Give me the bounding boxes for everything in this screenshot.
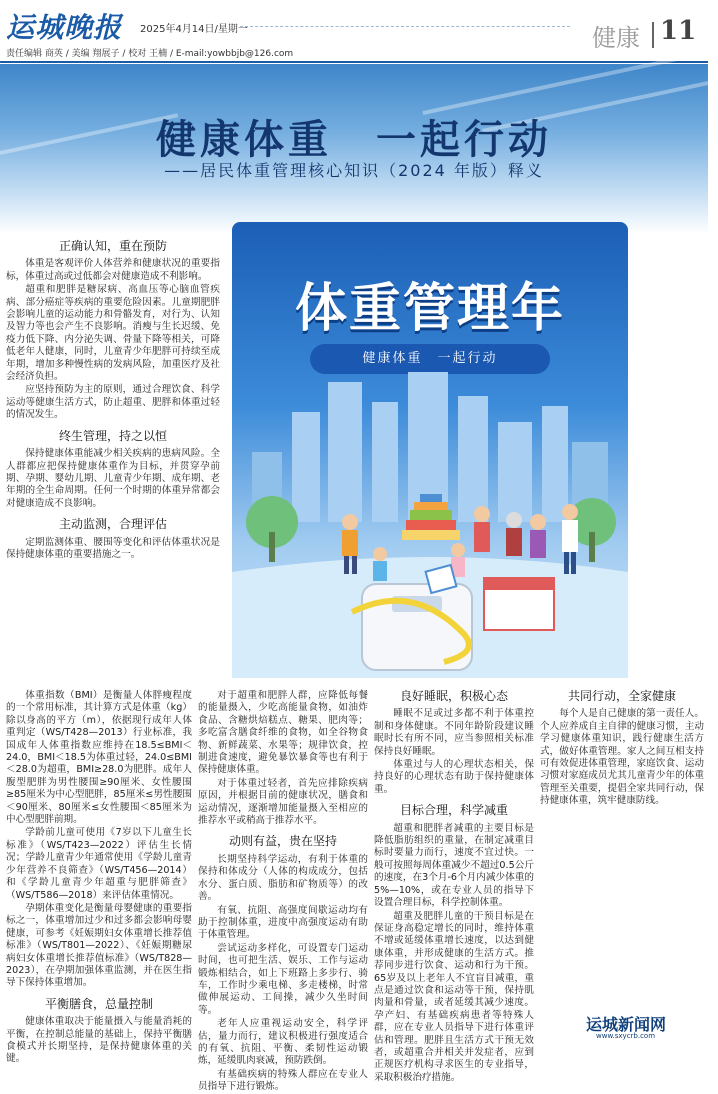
section-heading: 平衡膳食，总量控制 (44, 996, 153, 1011)
section-heading: 正确认知，重在预防 (58, 239, 167, 253)
paragraph: 孕期体重变化是衡量母婴健康的重要指标之一，体重增加过少和过多都会影响母婴健康，可参考《妊娠期妇女体重增长推荐值标准》（WS/T801—2022）、《妊娠期糖尿病妇女体重增长推荐值标准》（WS/T828—2023），在孕期加强体重监测，并在医生指导下保持体重增加。 (6, 902, 192, 989)
section-heading: 终生管理，持之以恒 (58, 428, 167, 443)
paragraph: 保持健康体重能减少相关疾病的患病风险。全人群都应把保持健康体重作为目标，并贯穿孕前期、孕期、婴幼儿期、儿童青少年期、成年期、老年期的全生命周期。任何一个时期的体重异常都会对健康造成不良影响。 (6, 448, 220, 509)
text-column-1-upper (6, 240, 220, 690)
calendar-icon (484, 578, 554, 630)
issue-date: 2025年4月14日/星期一 (140, 24, 248, 35)
watermark-logo: 运城新闻网 (586, 1015, 667, 1034)
paragraph: 应坚持预防为主的原则，通过合理饮食、科学运动等健康生活方式，防止超重、肥胖和体重过轻的情况发生。 (6, 384, 220, 421)
paragraph: 健康体重取决于能量摄入与能量消耗的平衡，在控制总能量的基础上，保持平衡膳食模式并长期坚持，是保持健康体重的关键。 (6, 1016, 192, 1065)
page-number: 11 (660, 16, 697, 46)
watermark-url: www.sxycrb.com (596, 1032, 656, 1040)
masthead (0, 0, 708, 62)
article-headline: 健康体重 一起行动 (156, 117, 552, 163)
section-heading: 共同行动，全家健康 (567, 689, 676, 703)
paragraph: 对于体重过轻者，首先应排除疾病原因，并根据目前的健康状况，膳食和运动情况，逐渐增加能量摄入至相应的推荐水平或稍高于推荐水平。 (198, 777, 368, 827)
section-divider (652, 22, 654, 48)
poster-image (232, 222, 628, 678)
text-column-4 (540, 690, 704, 1008)
section-heading: 主动监测，合理评估 (58, 517, 167, 532)
article-subhead: ——居民体重管理核心知识（2024 年版）释义 (164, 161, 544, 180)
paragraph: 长期坚持科学运动，有利于体重的保持和体成分（人体的构成成分，包括水分、蛋白质、脂肪和矿物质等）的改善。 (198, 853, 368, 903)
paragraph: 超重及肥胖儿童的干预目标是在保证身高稳定增长的同时，维持体重不增或延缓体重增长速度，以达到健康体重，并形成健康的生活方式。推荐同步进行饮食、运动和行为干预。65岁及以上老年人不宜盲目减重，重点是通过饮食和运动等干预，保持肌肉量和骨量，或者延缓其减少速度。孕产妇、有基础疾病患者等特殊人群，应在专业人员指导下进行体重评估和管理。肥胖且生活方式干预无效者，或超重合并相关并发症者，应到正规医疗机构寻求医生的专业指导，采取积极治疗措施。 (374, 910, 534, 1083)
text-column-1-lower (6, 690, 192, 1065)
paragraph: 体重指数（BMI）是衡量人体胖瘦程度的一个常用标准，其计算方式是体重（kg）除以身高的平方（m），依据现行成年人体重判定（WS/T428—2013）行业标准，我国成年人体重指数应维持在18.5≤BMI＜24.0，BMI＜18.5为体重过轻，24.0≤BMI＜28.0为超重，BMI≥28.0为肥胖。成年人腹型肥胖为男性腰围≥90厘米、女性腰围≥85厘米为中心型肥胖，85厘米≤男性腰围＜90厘米、80厘米≤女性腰围＜85厘米为中心型肥胖前期。 (6, 690, 192, 826)
paragraph: 体重过与人的心理状态相关，保持良好的心理状态有助于保持健康体重。 (374, 759, 534, 795)
paragraph: 对于超重和肥胖人群，应降低每餐的能量摄入，少吃高能量食物，如油炸食品、含糖烘焙糕点、糖果、肥肉等；多吃富含膳食纤维的食物，如全谷物食物、新鲜蔬菜、水果等；规律饮食，控制进食速度，避免暴饮暴食等也有利于保持健康体重。 (198, 690, 368, 776)
section-heading: 良好睡眠，积极心态 (399, 689, 508, 703)
paragraph: 睡眠不足或过多都不利于体重控制和身体健康。不同年龄阶段建议睡眠时长有所不同，应当参照相关标准保持良好睡眠。 (374, 708, 534, 757)
band-stripe (422, 57, 677, 115)
paragraph: 老年人应重视运动安全，科学评估，量力而行，建议积极进行强度适合的有氧、抗阻、平衡、柔韧性运动锻炼，延缓肌肉衰减，预防跌倒。 (198, 1018, 368, 1067)
paragraph: 有氧、抗阻、高强度间歇运动均有助于控制体重，进度中高强度运动有助于体重管理。 (198, 904, 368, 941)
text-column-2 (198, 690, 368, 1093)
paragraph: 超重和肥胖是糖尿病、高血压等心脑血管疾病、部分癌症等疾病的重要危险因素。儿童期肥胖会影响儿童的运动能力和骨骼发育，对行为、认知及智力等也会产生不良影响。消瘦与生长迟缓、免疫力低下降、内分泌失调、骨量下降等相关，可降低老年人健康，同时，儿童青少年肥胖可持续至成年期，增加多种慢性病的发病风险，加重医疗及社会经济负担。 (6, 284, 220, 383)
section-heading: 目标合理，科学减重 (399, 803, 508, 818)
newspaper-logo: 运城晚报 (6, 11, 123, 44)
section-name: 健康 (592, 24, 640, 52)
paragraph: 每个人是自己健康的第一责任人。个人应养成自主自律的健康习惯，主动学习健康体重知识，践行健康生活方式，做好体重管理。家人之间互相支持可有效促进体重管理，家庭饮食、运动习惯对家庭成员尤其儿童青少年的体重管理至关重要，提倡全家共同行动，保持健康体重，筑牢健康防线。 (540, 708, 704, 807)
text-column-3 (374, 689, 534, 1083)
paragraph: 体重是客观评价人体营养和健康状况的重要指标，体重过高或过低都会对健康造成不利影响。 (6, 258, 220, 282)
paragraph: 尝试运动多样化，可设置专门运动时间，也可把生活、娱乐、工作与运动锻炼相结合，如上下班路上多步行、骑车，工作时少乘电梯、多走楼梯，时常做伸展运动、工间操，减少久坐时间等。 (198, 942, 368, 1016)
paragraph: 定期监测体重、腰围等变化和评估体重状况是保持健康体重的重要措施之一。 (6, 536, 220, 560)
poster-tagline: 健康体重 一起行动 (310, 344, 550, 374)
masthead-rule (0, 61, 708, 63)
editors-line: 责任编辑 商英 / 美编 翔展子 / 校对 王楠 / E-mail:yowbbjb@126.com (6, 49, 294, 59)
paragraph: 有基础疾病的特殊人群应在专业人员指导下进行锻炼。 (198, 1068, 368, 1093)
masthead-dashed-divider (240, 26, 570, 27)
paragraph: 学龄前儿童可使用《7岁以下儿童生长标准》（WS/T423—2022）评估生长情况；学龄儿童青少年通常使用《学龄儿童青少年营养不良筛查》（WS/T456—2014）和《学龄儿童青少年超重与肥胖筛查》（WS/T586—2018）来评估体重情况。 (6, 827, 192, 901)
poster-title: 体重管理年 (294, 279, 565, 339)
section-heading: 动则有益，贵在坚持 (228, 834, 337, 849)
paragraph: 超重和肥胖者减重的主要目标是降低脂肪组织的重量，在制定减重目标时要量力而行，速度不宜过快。一般可按照每周体重减少不超过0.5公斤的速度，在3个月-6个月内减少体重的5%—10%，或在专业人员的指导下设置合理目标，科学控制体重。 (374, 822, 534, 909)
poster-illustration (232, 372, 628, 678)
